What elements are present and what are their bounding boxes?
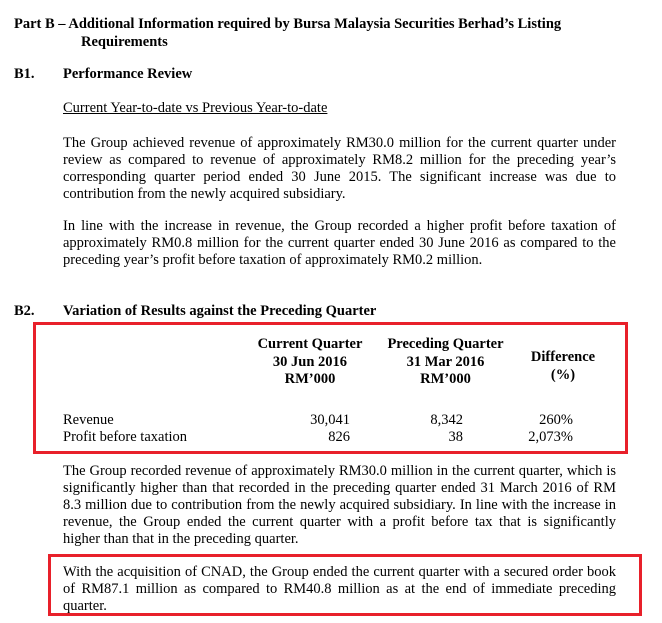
part-b-title-line1: Part B – Additional Information required by Bursa Malaysia Securities Berhad’s Listing (14, 16, 562, 32)
b1-title: Performance Review (63, 66, 193, 82)
b2-paragraph-2: With the acquisition of CNAD, the Group ended the current quarter with a secured order book of RM87.1 million as compared to RM40.8 million as at the end of immediate preceding quarter. (63, 564, 616, 614)
b1-number: B1. (14, 66, 35, 82)
b1-subheading: Current Year-to-date vs Previous Year-to-date (63, 100, 328, 116)
header-difference: Difference (%) (530, 349, 596, 383)
b2-title: Variation of Results against the Preceding Quarter (63, 303, 377, 319)
b1-paragraph-2: In line with the increase in revenue, the Group recorded a higher profit before taxation of approximately RM0.8 million for the current quarter ended 30 June 2016 as compared to the preceding year’s profit before taxation of approximately RM0.2 million. (63, 218, 616, 268)
row-preceding-value: 8,342 (430, 412, 463, 428)
row-difference-value: 260% (539, 412, 573, 428)
b2-number: B2. (14, 303, 35, 319)
b2-paragraph-1: The Group recorded revenue of approximately RM30.0 million in the current quarter, which is significantly higher than that recorded in the preceding quarter ended 31 March 2016 of RM 8.3 million due to contribution from the newly acquired subsidiary. In line with the increase in revenue, the Group ended the current quarter with a profit before tax that is significantly higher than that in the preceding quarter. (63, 463, 616, 547)
header-current-quarter: Current Quarter 30 Jun 2016 RM’000 (257, 336, 363, 387)
row-current-value: 30,041 (310, 412, 350, 428)
row-label: Profit before taxation (63, 429, 188, 445)
header-preceding-quarter: Preceding Quarter 31 Mar 2016 RM’000 (387, 336, 504, 387)
row-current-value: 826 (328, 429, 350, 445)
row-preceding-value: 38 (448, 429, 463, 445)
table-row (0, 412, 662, 429)
row-difference-value: 2,073% (528, 429, 573, 445)
part-b-title (14, 15, 634, 51)
part-b-title-line2: Requirements (81, 34, 168, 50)
row-label: Revenue (63, 412, 114, 428)
table-row (0, 429, 662, 446)
b1-paragraph-1: The Group achieved revenue of approximately RM30.0 million for the current quarter under review as compared to revenue of approximately RM8.2 million for the preceding year’s corresponding quarter period ended 30 June 2015. The significant increase was due to contribution from the newly acquired subsidiary. (63, 135, 616, 202)
